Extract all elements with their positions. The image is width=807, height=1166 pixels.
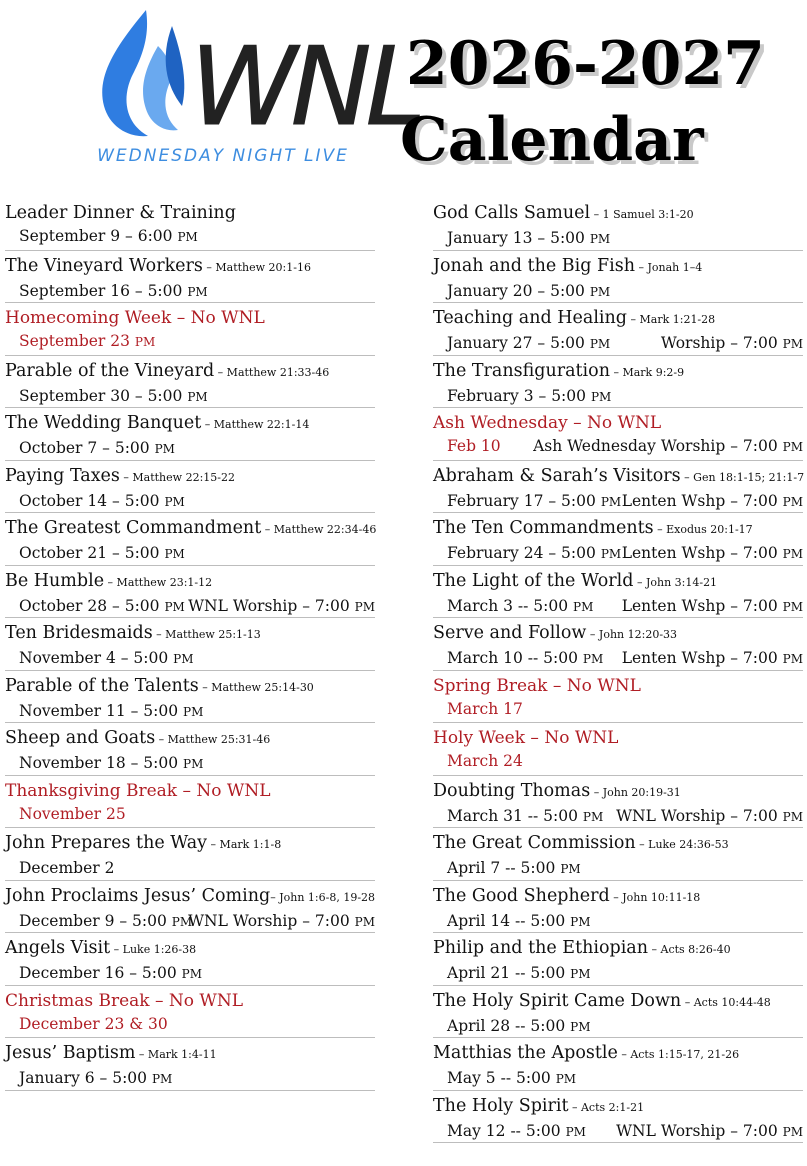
time-suffix: PM <box>589 284 611 299</box>
calendar-entry <box>5 933 375 986</box>
date-text: January 27 – 5:00 <box>447 334 585 352</box>
entry-title <box>433 1041 803 1067</box>
entry-title <box>433 989 803 1015</box>
date-text: September 30 – 5:00 <box>19 386 183 405</box>
entry-title <box>433 779 803 805</box>
date-text: March 24 <box>447 752 523 770</box>
entry-title-text: Spring Break – No WNL <box>433 675 641 696</box>
entry-title <box>433 254 803 280</box>
scripture-ref: – Matthew 22:1-14 <box>201 418 310 431</box>
time-suffix: PM <box>151 1072 173 1086</box>
scripture-ref: – Jonah 1–4 <box>635 260 703 274</box>
calendar-entry <box>433 828 803 881</box>
entry-date <box>433 857 803 880</box>
entry-title-text: Leader Dinner & Training <box>5 203 236 223</box>
flame-icon <box>102 10 184 136</box>
time-suffix: PM <box>782 652 803 666</box>
page-title <box>400 28 800 180</box>
entry-title <box>5 411 375 437</box>
calendar-entry <box>433 618 803 671</box>
entry-title-text: Be Humble <box>5 570 105 591</box>
time-suffix: PM <box>173 652 194 666</box>
time-suffix: PM <box>164 599 185 614</box>
entry-title-text: Parable of the Vineyard <box>5 360 215 381</box>
scripture-ref: – Matthew 22:15-22 <box>119 470 235 484</box>
worship-text: Ash Wednesday Worship – 7:00 <box>533 437 778 455</box>
entry-title-text: The Ten Commandments <box>433 518 654 538</box>
calendar-entry <box>433 776 803 829</box>
time-suffix: PM <box>555 1072 577 1086</box>
scripture-ref: – John 10:11-18 <box>609 890 701 904</box>
scripture-ref: – Matthew 25:14-30 <box>198 680 314 694</box>
entry-title-text: John Proclaims Jesus’ Coming <box>5 885 271 906</box>
time-suffix: PM <box>183 704 204 719</box>
entry-date <box>5 225 375 248</box>
entry-title-text: Abraham & Sarah’s Visitors <box>433 465 681 486</box>
entry-title-text: Jonah and the Big Fish <box>433 255 635 276</box>
worship-time <box>622 542 803 565</box>
entry-title-text: The Light of the World <box>433 570 634 591</box>
time-suffix: PM <box>354 914 375 929</box>
date-text: February 17 – 5:00 <box>447 491 596 510</box>
entry-title <box>5 464 375 490</box>
calendar-entry <box>5 461 375 514</box>
calendar-entry <box>5 198 375 251</box>
date-text: May 12 -- 5:00 <box>447 1121 561 1140</box>
calendar-entry <box>433 461 803 514</box>
worship-time <box>188 910 375 933</box>
date-text: January 20 – 5:00 <box>447 281 585 300</box>
entry-date <box>5 962 375 985</box>
time-suffix: PM <box>171 914 193 929</box>
entry-title <box>433 1094 803 1120</box>
worship-text: Lenten Wshp – 7:00 <box>621 596 778 615</box>
time-suffix: PM <box>187 389 208 404</box>
date-text: October 7 – 5:00 <box>19 439 150 457</box>
entry-date <box>433 595 803 618</box>
scripture-ref: – Mark 1:1-8 <box>207 838 282 851</box>
calendar-entry <box>5 881 375 934</box>
time-suffix: PM <box>570 967 591 981</box>
entry-title <box>433 936 803 962</box>
entry-title-text: The Vineyard Workers <box>5 255 203 276</box>
entry-title <box>433 201 803 227</box>
calendar-entry <box>5 356 375 409</box>
entry-title <box>5 254 375 280</box>
calendar-entry <box>433 566 803 619</box>
entry-title <box>5 831 375 857</box>
entry-title <box>433 306 803 332</box>
entry-title-text: Doubting Thomas <box>433 780 591 801</box>
entry-date <box>433 910 803 933</box>
entry-date <box>433 280 803 303</box>
time-suffix: PM <box>600 494 622 509</box>
entry-title-text: Teaching and Healing <box>433 308 627 328</box>
time-suffix: PM <box>570 914 591 929</box>
calendar-entry <box>5 513 375 566</box>
entry-title-text: God Calls Samuel <box>433 203 591 223</box>
entry-title <box>5 779 375 803</box>
calendar-entry <box>5 408 375 461</box>
entry-title <box>5 989 375 1013</box>
entry-title <box>5 516 375 542</box>
calendar-entry <box>433 1038 803 1091</box>
time-suffix: PM <box>782 337 803 351</box>
date-text: November 4 – 5:00 <box>19 649 169 667</box>
date-text: April 21 -- 5:00 <box>447 964 566 982</box>
worship-time <box>188 595 375 618</box>
calendar-entry <box>433 1091 803 1144</box>
time-suffix: PM <box>181 967 203 981</box>
calendar-entry <box>433 881 803 934</box>
entry-title <box>5 726 375 752</box>
scripture-ref: – Mark 1:4-11 <box>135 1048 217 1061</box>
entry-title-text: Christmas Break – No WNL <box>5 990 244 1011</box>
scripture-ref: – Matthew 25:1-13 <box>152 628 261 641</box>
calendar-entry <box>5 986 375 1039</box>
entry-date <box>433 332 803 355</box>
date-text: April 14 -- 5:00 <box>447 911 566 930</box>
entry-title <box>5 621 375 647</box>
entry-title-text: Parable of the Talents <box>5 675 199 696</box>
calendar-entry <box>433 986 803 1039</box>
entry-date <box>5 910 375 933</box>
entry-date <box>5 595 375 618</box>
entry-date <box>5 437 375 460</box>
worship-time <box>622 490 803 513</box>
time-suffix: PM <box>354 599 375 614</box>
time-suffix: PM <box>782 440 803 454</box>
scripture-ref: – Luke 1:26-38 <box>110 943 197 956</box>
entry-date <box>5 490 375 513</box>
time-suffix: PM <box>164 494 185 509</box>
title-year: 2026-2027 <box>406 29 765 99</box>
entry-date <box>5 752 375 775</box>
entry-title <box>5 201 375 225</box>
date-text: February 24 – 5:00 <box>447 544 596 562</box>
calendar-entry <box>5 671 375 724</box>
calendar-entry <box>5 566 375 619</box>
entry-title-text: The Holy Spirit Came Down <box>433 990 682 1011</box>
date-text: December 23 & 30 <box>19 1014 168 1033</box>
calendar-entry <box>433 671 803 724</box>
entry-title <box>5 306 375 330</box>
calendar-entry <box>5 1038 375 1091</box>
date-text: May 5 -- 5:00 <box>447 1069 551 1087</box>
entry-title-text: Jesus’ Baptism <box>5 1043 136 1063</box>
calendar-entry <box>5 303 375 356</box>
entry-title <box>5 1041 375 1067</box>
entry-title-text: Sheep and Goats <box>5 728 156 748</box>
time-suffix: PM <box>560 862 581 876</box>
date-text: October 21 – 5:00 <box>19 544 160 562</box>
time-suffix: PM <box>782 599 803 614</box>
scripture-ref: – Matthew 22:34-46 <box>261 523 377 536</box>
entry-date <box>5 1013 375 1035</box>
calendar-entry <box>433 723 803 776</box>
entry-title-text: Matthias the Apostle <box>433 1043 618 1063</box>
entry-title <box>433 621 803 647</box>
entry-title <box>433 726 803 750</box>
worship-text: Worship – 7:00 <box>660 334 778 352</box>
entry-date <box>433 647 803 670</box>
calendar-entry <box>5 828 375 881</box>
scripture-ref: – Acts 2:1-21 <box>568 1100 645 1114</box>
entry-title-text: Homecoming Week – No WNL <box>5 308 265 328</box>
entry-title-text: Ten Bridesmaids <box>5 623 153 643</box>
calendar-entry <box>5 723 375 776</box>
worship-text: WNL Worship – 7:00 <box>188 911 350 930</box>
time-suffix: PM <box>600 547 622 561</box>
scripture-ref: – Exodus 20:1-17 <box>653 523 753 536</box>
time-suffix: PM <box>573 599 594 614</box>
calendar-entry <box>5 776 375 829</box>
date-text: February 3 – 5:00 <box>447 386 587 405</box>
time-suffix: PM <box>177 230 198 244</box>
entry-title-text: The Transfiguration <box>433 360 610 381</box>
scripture-ref: – John 3:14-21 <box>633 575 718 589</box>
calendar-entry <box>433 408 803 461</box>
calendar-entry <box>5 251 375 304</box>
scripture-ref: – Matthew 23:1-12 <box>104 575 213 589</box>
date-text: March 3 -- 5:00 <box>447 596 569 615</box>
worship-time <box>622 595 803 618</box>
date-text: April 7 -- 5:00 <box>447 859 556 877</box>
entry-date <box>5 542 375 565</box>
date-text: November 18 – 5:00 <box>19 754 179 772</box>
title-calendar: Calendar <box>400 105 704 175</box>
entry-date <box>433 227 803 250</box>
entry-date <box>5 1067 375 1090</box>
date-text: November 11 – 5:00 <box>19 701 179 720</box>
entry-title <box>5 569 375 595</box>
date-text: March 17 <box>447 699 523 718</box>
entry-title <box>433 674 803 698</box>
time-suffix: PM <box>782 494 803 509</box>
time-suffix: PM <box>589 337 611 351</box>
scripture-ref: – John 20:19-31 <box>590 785 681 799</box>
entry-title <box>433 884 803 910</box>
date-text: Feb 10 <box>447 437 501 455</box>
entry-date <box>433 435 803 457</box>
entry-title <box>5 884 375 910</box>
scripture-ref: – 1 Samuel 3:1-20 <box>590 208 694 221</box>
entry-title-text: Holy Week – No WNL <box>433 728 619 748</box>
entry-date <box>5 280 375 303</box>
entry-title <box>433 359 803 385</box>
entry-date <box>433 805 803 828</box>
entry-title <box>5 674 375 700</box>
worship-text: Lenten Wshp – 7:00 <box>621 649 778 667</box>
scripture-ref: – Mark 1:21-28 <box>627 313 716 326</box>
entry-title-text: Ash Wednesday – No WNL <box>433 413 662 433</box>
time-suffix: PM <box>164 547 185 561</box>
entry-date <box>433 962 803 985</box>
worship-text: WNL Worship – 7:00 <box>616 806 778 825</box>
time-suffix: PM <box>187 284 208 299</box>
worship-time <box>616 1120 803 1143</box>
entry-date <box>433 698 803 720</box>
date-text: October 28 – 5:00 <box>19 596 160 615</box>
entry-title-text: Serve and Follow <box>433 623 587 643</box>
entry-date <box>5 700 375 723</box>
date-text: December 9 – 5:00 <box>19 911 167 930</box>
date-text: December 2 <box>19 859 115 877</box>
worship-text: Lenten Wshp – 7:00 <box>621 491 778 510</box>
right-column <box>433 198 803 1143</box>
entry-title <box>433 569 803 595</box>
worship-text: Lenten Wshp – 7:00 <box>621 544 778 562</box>
date-text: April 28 -- 5:00 <box>447 1016 566 1035</box>
entry-title <box>433 411 803 435</box>
entry-date <box>433 1067 803 1090</box>
entry-title-text: The Holy Spirit <box>433 1095 569 1116</box>
date-text: December 16 – 5:00 <box>19 964 177 982</box>
time-suffix: PM <box>582 809 604 824</box>
header <box>0 0 807 200</box>
scripture-ref: – John 1:6-8, 19-28 <box>270 890 376 904</box>
logo-text: WNL <box>190 25 420 150</box>
date-text: January 6 – 5:00 <box>19 1069 148 1087</box>
entry-date <box>433 542 803 565</box>
time-suffix: PM <box>565 1124 586 1139</box>
time-suffix: PM <box>782 809 803 824</box>
entry-title <box>433 464 803 490</box>
scripture-ref: – Acts 10:44-48 <box>681 995 771 1009</box>
calendar-entry <box>433 933 803 986</box>
scripture-ref: – Matthew 20:1-16 <box>202 260 311 274</box>
time-suffix: PM <box>570 1019 591 1034</box>
time-suffix: PM <box>782 547 803 561</box>
entry-date <box>5 647 375 670</box>
entry-title-text: Angels Visit <box>5 938 111 958</box>
entry-title <box>433 516 803 542</box>
scripture-ref: – Matthew 25:31-46 <box>155 733 271 746</box>
entry-date <box>5 330 375 353</box>
worship-time <box>533 435 803 458</box>
tagline: WEDNESDAY NIGHT LIVE <box>97 146 349 166</box>
calendar-entry <box>433 513 803 566</box>
worship-text: WNL Worship – 7:00 <box>616 1121 778 1140</box>
date-text: January 13 – 5:00 <box>447 229 585 247</box>
entry-title-text: Paying Taxes <box>5 465 120 486</box>
scripture-ref: – Luke 24:36-53 <box>635 838 729 851</box>
date-text: September 23 <box>19 332 130 350</box>
time-suffix: PM <box>134 335 156 349</box>
worship-time <box>616 805 803 828</box>
entry-title-text: The Wedding Banquet <box>5 413 202 433</box>
date-text: October 14 – 5:00 <box>19 491 160 510</box>
date-text: September 9 – 6:00 <box>19 227 173 245</box>
entry-title <box>5 936 375 962</box>
entry-date <box>5 385 375 408</box>
time-suffix: PM <box>582 652 604 666</box>
entry-title-text: Thanksgiving Break – No WNL <box>5 780 271 801</box>
calendar-entry <box>433 356 803 409</box>
time-suffix: PM <box>590 389 612 404</box>
calendar-entry <box>433 198 803 251</box>
entry-title-text: John Prepares the Way <box>5 833 208 853</box>
date-text: March 10 -- 5:00 <box>447 649 578 667</box>
entry-date <box>433 1015 803 1038</box>
entry-date <box>5 803 375 825</box>
time-suffix: PM <box>782 1124 803 1139</box>
entry-title-text: The Great Commission <box>433 833 636 853</box>
left-column <box>5 198 375 1091</box>
entry-date <box>5 857 375 879</box>
worship-text: WNL Worship – 7:00 <box>188 596 350 615</box>
time-suffix: PM <box>589 232 611 246</box>
worship-time <box>622 647 803 670</box>
date-text: March 31 -- 5:00 <box>447 806 578 825</box>
entry-title-text: The Good Shepherd <box>433 885 610 906</box>
entry-title <box>433 831 803 857</box>
entry-title-text: Philip and the Ethiopian <box>433 938 649 958</box>
time-suffix: PM <box>183 757 204 771</box>
scripture-ref: – John 12:20-33 <box>586 628 678 641</box>
calendar-entry <box>433 251 803 304</box>
scripture-ref: – Acts 1:15-17, 21-26 <box>617 1048 740 1061</box>
date-text: September 16 – 5:00 <box>19 281 183 300</box>
entry-date <box>433 750 803 772</box>
scripture-ref: – Gen 18:1-15; 21:1-7 <box>680 470 805 484</box>
scripture-ref: – Acts 8:26-40 <box>648 943 731 956</box>
calendar-entry <box>433 303 803 356</box>
entry-date <box>433 490 803 513</box>
entry-title <box>5 359 375 385</box>
scripture-ref: – Mark 9:2-9 <box>609 365 685 379</box>
entry-date <box>433 1120 803 1143</box>
scripture-ref: – Matthew 21:33-46 <box>214 365 330 379</box>
date-text: November 25 <box>19 804 126 823</box>
time-suffix: PM <box>154 442 175 456</box>
worship-time <box>661 332 803 355</box>
entry-date <box>433 385 803 408</box>
calendar-entry <box>5 618 375 671</box>
entry-title-text: The Greatest Commandment <box>5 518 262 538</box>
